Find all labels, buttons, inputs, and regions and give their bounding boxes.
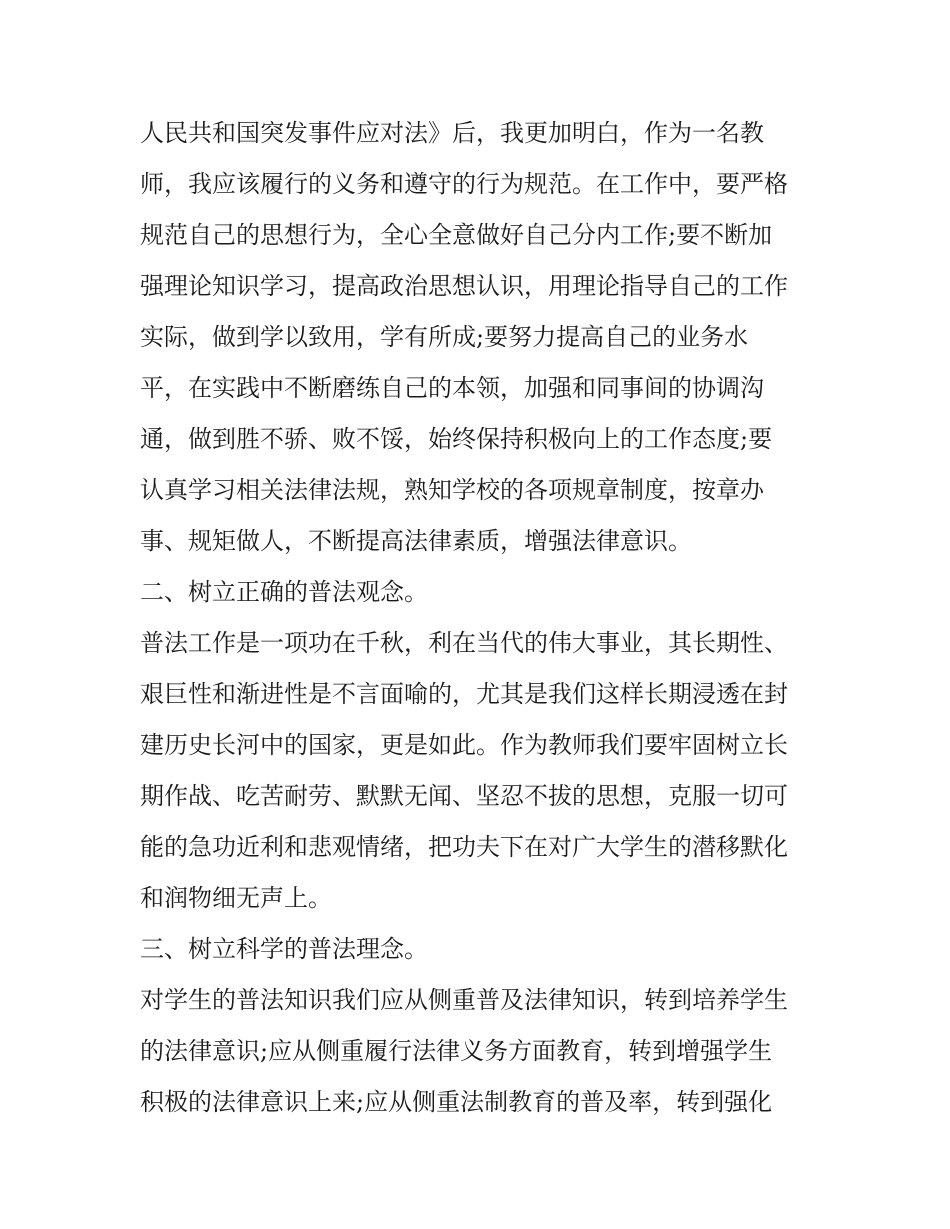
document-body	[140, 108, 820, 1128]
text-line: 和润物细无声上。	[140, 884, 332, 912]
text-line: 期作战、吃苦耐劳、默默无闻、坚忍不拔的思想，克服一切可	[140, 782, 788, 810]
text-line: 通，做到胜不骄、败不馁，始终保持积极向上的工作态度;要	[140, 425, 773, 453]
text-line: 积极的法律意识上来;应从侧重法制教育的普及率，转到强化	[140, 1088, 773, 1116]
text-line: 普法工作是一项功在千秋，利在当代的伟大事业，其长期性、	[140, 629, 788, 657]
text-line: 事、规矩做人，不断提高法律素质，增强法律意识。	[140, 527, 692, 555]
section-heading: 二、树立正确的普法观念。	[140, 578, 428, 606]
text-line: 师，我应该履行的义务和遵守的行为规范。在工作中，要严格	[140, 170, 788, 198]
text-line: 建历史长河中的国家，更是如此。作为教师我们要牢固树立长	[140, 731, 788, 759]
text-line: 强理论知识学习，提高政治思想认识，用理论指导自己的工作	[140, 272, 788, 300]
text-line: 认真学习相关法律法规，熟知学校的各项规章制度，按章办	[140, 476, 764, 504]
text-line: 艰巨性和渐进性是不言面喻的，尤其是我们这样长期浸透在封	[140, 680, 788, 708]
section-heading: 三、树立科学的普法理念。	[140, 935, 428, 963]
text-line: 平，在实践中不断磨练自己的本领，加强和同事间的协调沟	[140, 374, 764, 402]
text-line: 的法律意识;应从侧重履行法律义务方面教育，转到增强学生	[140, 1037, 773, 1065]
text-line: 能的急功近利和悲观情绪，把功夫下在对广大学生的潜移默化	[140, 833, 788, 861]
text-line: 实际，做到学以致用，学有所成;要努力提高自己的业务水	[140, 323, 749, 351]
text-line: 人民共和国突发事件应对法》后，我更加明白，作为一名教	[140, 119, 764, 147]
text-line: 对学生的普法知识我们应从侧重普及法律知识，转到培养学生	[140, 986, 788, 1014]
text-line: 规范自己的思想行为，全心全意做好自己分内工作;要不断加	[140, 221, 773, 249]
